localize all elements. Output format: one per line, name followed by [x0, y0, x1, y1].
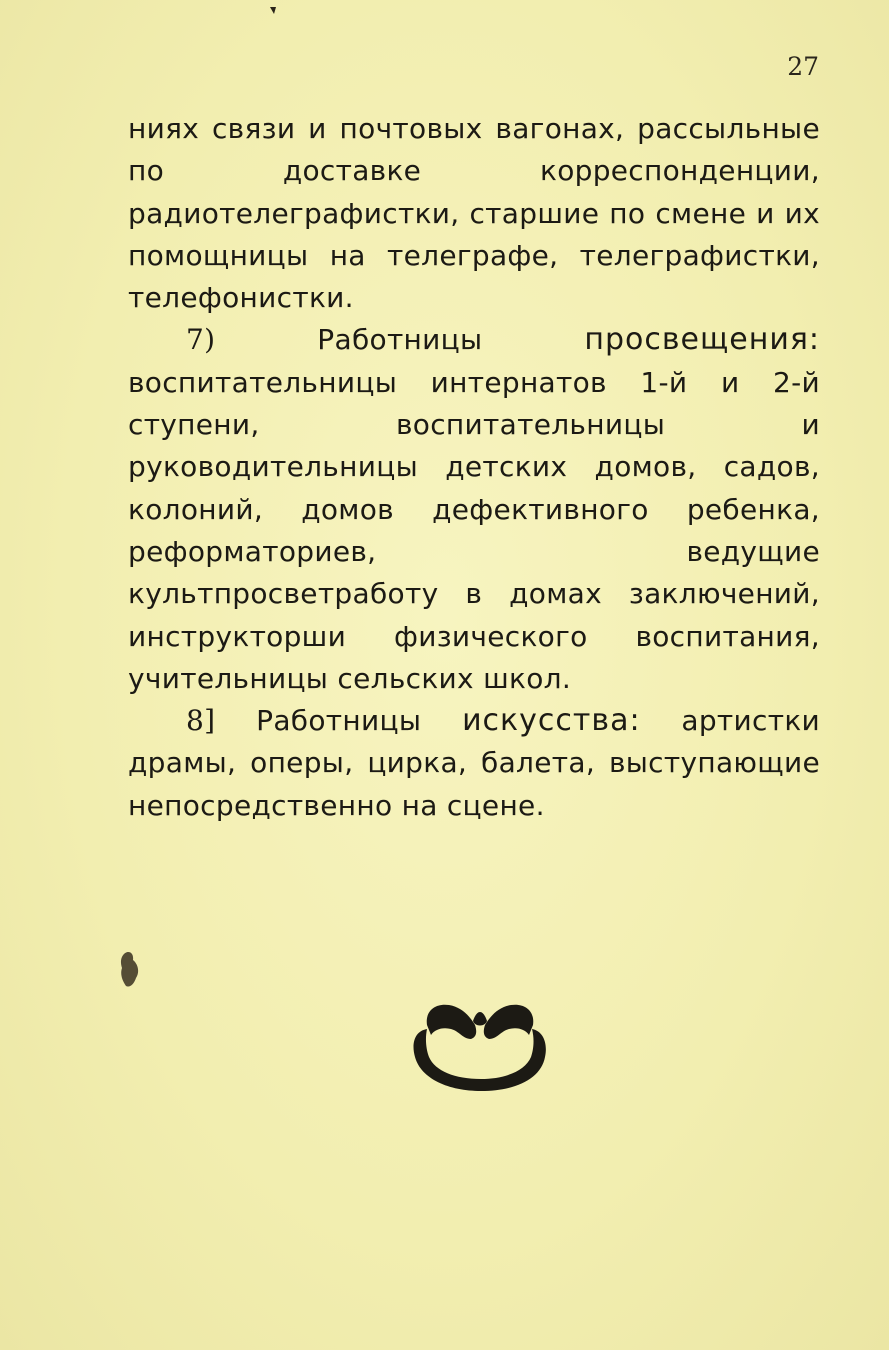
item-section: просвещения:: [584, 322, 820, 358]
paragraph-8-text: артистки драмы, оперы, цирка, балета, выступающие непосредственно на сцене.: [128, 704, 821, 822]
paragraph-7: [128, 319, 820, 700]
paragraph-7-text: воспитательницы интернатов 1-й и 2-й ступени, воспитательницы и руководительницы детских домов, садов, колоний, домов дефективного ребенка, реформаториев, ведущие культпросветработу в домах заключений, инструкторши физического воспитания, учительницы сельских школ.: [128, 365, 820, 695]
item-number: 8]: [186, 704, 216, 738]
item-heading: Работницы: [317, 323, 483, 357]
paragraph-1-text: ниях связи и почтовых вагонах, рассыльные по доставке корреспонденции, радиотелеграфистки, старшие по смене и их помощницы на телеграфе, телеграфистки, телефонистки.: [128, 112, 820, 315]
item-section: искусства:: [462, 703, 641, 739]
ornament-icon: [405, 995, 555, 1095]
body-text: [128, 108, 820, 827]
ink-mark: [268, 0, 278, 8]
paragraph-8: [128, 700, 820, 827]
item-number: 7): [186, 323, 216, 357]
ink-blot: [118, 950, 144, 990]
paragraph-1: [128, 108, 820, 319]
page-number: 27: [787, 52, 819, 81]
item-heading: Работницы: [256, 704, 422, 738]
